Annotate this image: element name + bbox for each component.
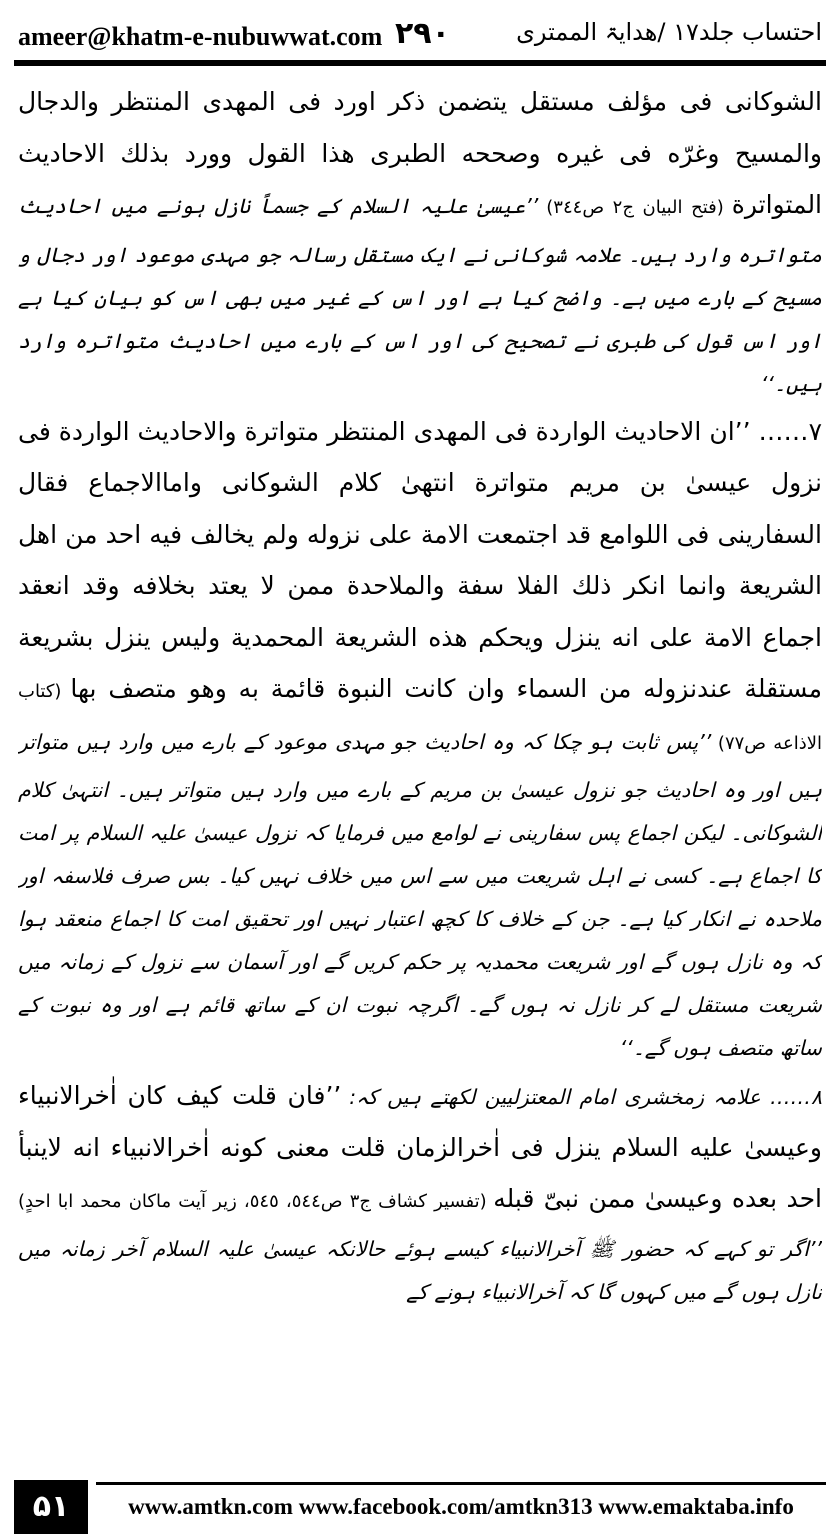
paragraph (18, 1070, 822, 1314)
citation: (تفسیر کشاف ج۳ ص٥٤٤، ٥٤٥، زیر آیت ماکان محمد ابا احدٍ) (18, 1191, 487, 1212)
header-email: ameer@khatm-e-nubuwwat.com (18, 22, 383, 51)
book-reference: احتساب جلد۱۷ /ھدایۃ الممتری (516, 18, 822, 46)
paragraph (18, 406, 822, 1071)
citation: (فتح البیان ج۲ ص۳٤٤) (546, 197, 724, 218)
urdu-translation: ’’پس ثابت ہو چکا کہ وہ احادیث جو مہدی موعود کے بارے میں وارد ہیں متواتر ہیں اور وہ احادیث جو نزول عیسیٰ بن مریم کے بارے میں وارد ہیں متواتر ہیں۔ انتہیٰ کلام الشوکانی۔ لیکن اجماع پس سفارینی نے لوامع میں فرمایا کہ نزول عیسیٰ علیہ السلام پر امت کا اجماع ہے۔ کسی نے اہل شریعت میں سے اس میں خلاف نہیں کیا۔ بس صرف فلاسفہ اور ملاحدہ نے انکار کیا ہے۔ جن کے خلاف کا کچھ اعتبار نہیں اور تحقیق امت کا اجماع منعقد ہوا کہ وہ نازل ہوں گے اور شریعت محمدیہ پر حکم کریں گے اور آسمان سے نزول کے زمانہ میں شریعت مستقل لے کر نازل نہ ہوں گے۔ اگرچہ نبوت ان کے ساتھ قائم ہے اور وہ نبوت کے ساتھ متصف ہوں گے۔‘‘ (18, 729, 822, 1060)
page-number: ۲۹۰ (395, 16, 450, 51)
urdu-translation: ’’اگر تو کہے کہ حضور ﷺ آخرالانبیاء کیسے ہوئے حالانکہ عیسیٰ علیہ السلام آخر زمانہ میں نازل ہوں گے میں کہوں گا کہ آخرالانبیاء ہونے کے (18, 1236, 822, 1304)
footer-links: www.amtkn.com www.facebook.com/amtkn313 www.emaktaba.info (128, 1494, 794, 1519)
citation: (کتاب الاذاعه ص۷۷) (18, 681, 822, 754)
urdu-translation: ’’عیسیٰ علیہ السلام کے جسماً نازل ہونے میں احادیث متواترہ وارد ہیں۔ علامہ شوکانی نے ایک مستقل رسالہ جو مہدی موعود اور دجال و مسیح کے بارے میں ہے۔ واضح کیا ہے اور اس کے غیر میں بھی اس کو بیان کیا ہے اور اس قول کی طبری نے تصحیح کی اور اس کے بارے میں احادیث متواترہ وارد ہیں۔‘‘ (18, 194, 822, 396)
leaf-number: ۵۱ (14, 1480, 88, 1534)
page-body (18, 76, 822, 1471)
arabic-text: ’’فان قلت کیف کان اٰخرالانبیاء وعیسیٰ علیه السلام ینزل فی اٰخرالزمان قلت معنی کونه اٰخرالانبیاء انه لاینبأ احد بعده وعیسیٰ ممن نبیّ قبله (18, 1081, 822, 1213)
arabic-text: ۷…… ’’ان الاحادیث الواردة فی المهدی المنتظر متواترة والاحادیث الواردة فی نزول عیسیٰ بن مریم متواترة انتهیٰ کلام الشوکانی واماالاجماع فقال السفارینی فی اللوامع قد اجتمعت الامة علی نزوله ولم یخالف فیه احد من اهل الشریعة وانما انکر ذلك الفلا سفة والملاحدة ممن لا یعتد بخلافه وقد انعقد اجماع الامة علی انه ینزل ویحکم هذه الشریعة المحمدیة ولیس ینزل بشریعة مستقلة عندنزوله من السماء وان کانت النبوة قائمة به وهو متصف بها (18, 416, 822, 703)
urdu-intro: ۸…… علامہ زمخشری امام المعتزلیین لکھتے ہیں کہ: (349, 1085, 822, 1109)
header-rule (14, 60, 826, 66)
page-header (0, 0, 840, 66)
paragraph (18, 76, 822, 406)
footer-rule (96, 1482, 826, 1485)
arabic-text: الشوکانی فی مؤلف مستقل یتضمن ذکر اورد فی المهدی المنتظر والدجال والمسیح وغرّه فی غیره وصححه الطبری هذا القول وورد بذلك الاحادیث المتواترة (18, 87, 822, 219)
